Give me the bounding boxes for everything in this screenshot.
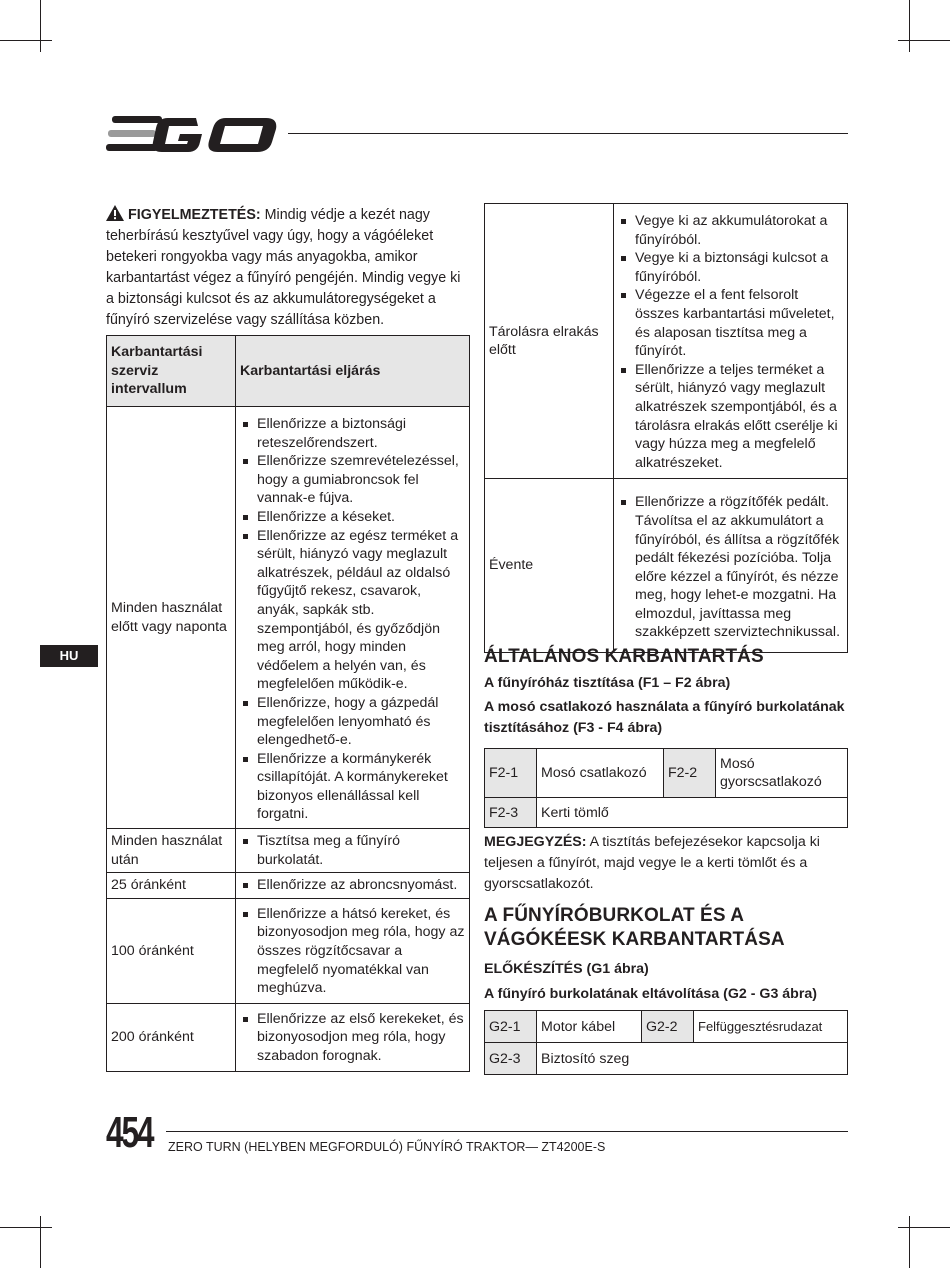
procedure-cell [236,1003,470,1071]
footer-title: ZERO TURN (HELYBEN MEGFORDULÓ) FŰNYÍRÓ TRAKTOR— ZT4200E-S [168,1140,606,1154]
warning-text: Mindig védje a kezét nagy teherbírású kesztyűvel vagy úgy, hogy a vágóéleket betekeri rongyokba vagy más anyagokba, amikor karbantartást végez a fűnyíró pengéjén. Mindig vegye ki a biztonsági kulcsot és az akkumulátoregységeket a fűnyíró szervizelése vagy szállítása közben. [106,207,461,328]
crop-mark [909,0,910,52]
section-heading-general: ÁLTALÁNOS KARBANTARTÁS [484,646,764,667]
part-label: Felfüggesztésrudazat [694,1011,848,1043]
list-item: Ellenőrizze a teljes terméket a sérült, hiányzó vagy meglazult alkatrészek szempontjából, és a tárolásra elrakás előtt cserélje ki vagy húzza meg a megfelelő alkatrészeket. [618,361,843,473]
procedure-cell [236,898,470,1003]
interval-cell: 100 óránként [107,898,236,1003]
parts-table-f2 [484,748,848,828]
part-label: Kerti tömlő [537,798,848,828]
subheading-deck-removal: A fűnyíró burkolatának eltávolítása (G2 - G3 ábra) [484,986,817,1002]
parts-table-g2 [484,1010,848,1075]
table-header-row [107,336,470,407]
crop-mark [40,0,41,52]
table-row [107,873,470,899]
part-label: Mosó csatlakozó [537,749,664,798]
table-row [485,1043,848,1075]
table-row [485,798,848,828]
interval-cell: 25 óránként [107,873,236,899]
crop-mark [0,1227,52,1228]
subheading-preparation: ELŐKÉSZÍTÉS (G1 ábra) [484,961,649,977]
footer-rule [166,1131,848,1132]
crop-mark [909,1216,910,1268]
list-item: Ellenőrizze a késeket. [240,508,465,527]
maintenance-table [106,335,470,1072]
subheading-housing-cleaning: A fűnyíróház tisztítása (F1 – F2 ábra) [484,675,731,691]
table-row [485,479,848,653]
list-item: Ellenőrizze a rögzítőfék pedált. Távolítsa el az akkumulátort a fűnyíróból, és állítsa a rögzítőfék pedált fékezési pozícióba. Tolja előre kézzel a fűnyírót, és nézze meg, hogy lehet-e mozgatni. Ha elmozdul, javíttassa meg szakképzett szerviztechnikussal. [618,493,843,642]
list-item: Ellenőrizze a hátsó kereket, és bizonyosodjon meg róla, hogy az összes rögzítőcsavar a megfelelő nyomatékkal van meghúzva. [240,905,465,998]
list-item: Ellenőrizze az abroncsnyomást. [240,876,465,895]
part-label: Motor kábel [537,1011,642,1043]
warning-triangle-icon [106,205,124,221]
crop-mark [40,1216,41,1268]
header-interval: Karbantartási szerviz intervallum [107,336,236,407]
interval-cell: 200 óránként [107,1003,236,1071]
interval-cell: Minden használat előtt vagy naponta [107,407,236,829]
list-item: Ellenőrizze, hogy a gázpedál megfelelően lenyomható és elengedhető-e. [240,694,465,750]
header-rule [288,133,848,134]
ego-logo [106,112,278,156]
part-code: G2-2 [642,1011,694,1043]
procedure-cell [614,479,848,653]
warning-label: FIGYELMEZTETÉS: [128,207,261,223]
list-item: Ellenőrizze szemrevételezéssel, hogy a gumiabroncsok fel vannak-e fújva. [240,452,465,508]
list-item: Ellenőrizze a biztonsági reteszelőrendszert. [240,415,465,452]
note-label: MEGJEGYZÉS: [484,834,587,850]
part-code: G2-3 [485,1043,537,1075]
list-item: Vegye ki az akkumulátorokat a fűnyíróból. [618,212,843,249]
procedure-cell [236,873,470,899]
interval-cell: Minden használat után [107,829,236,873]
table-row [107,407,470,829]
part-code: F2-1 [485,749,537,798]
part-code: F2-3 [485,798,537,828]
table-row [107,1003,470,1071]
language-tab: HU [40,645,98,667]
subheading-washout-port: A mosó csatlakozó használata a fűnyíró burkolatának tisztításához (F3 - F4 ábra) [484,699,845,736]
part-code: G2-1 [485,1011,537,1043]
list-item: Ellenőrizze az egész terméket a sérült, hiányzó vagy meglazult alkatrészek, például az oldalsó fűgyűjtő rekesz, csavarok, anyák, sapkák stb. szempontjából, és győződjön meg arról, hogy minden védőelem a helyén van, és megfelelően működik-e. [240,527,465,694]
procedure-cell [236,829,470,873]
interval-cell: Tárolásra elrakás előtt [485,204,614,479]
maintenance-table-continued [484,203,848,653]
list-item: Vegye ki a biztonsági kulcsot a fűnyíróból. [618,249,843,286]
table-row [485,1011,848,1043]
part-label: Mosó gyorscsatlakozó [716,749,848,798]
part-label: Biztosító szeg [537,1043,848,1075]
list-item: Végezze el a fent felsorolt összes karbantartási műveletet, és alaposan tisztítsa meg a fűnyírót. [618,286,843,360]
table-row [485,204,848,479]
warning-paragraph [106,205,471,331]
list-item: Ellenőrizze a kormánykerék csillapítóját. A kormánykereket bizonyos ellenállással kell forgatni. [240,750,465,824]
table-row [107,898,470,1003]
list-item: Tisztítsa meg a fűnyíró burkolatát. [240,832,465,869]
note-paragraph [484,832,848,895]
crop-mark [0,40,52,41]
procedure-cell [236,407,470,829]
crop-mark [898,40,950,41]
list-item: Ellenőrizze az első kerekeket, és bizonyosodjon meg róla, hogy szabadon forognak. [240,1010,465,1066]
header-procedure: Karbantartási eljárás [236,336,470,407]
table-row [107,829,470,873]
crop-mark [898,1227,950,1228]
part-code: F2-2 [664,749,716,798]
procedure-cell [614,204,848,479]
interval-cell: Évente [485,479,614,653]
section-heading-deck: A FŰNYÍRÓBURKOLAT ÉS A VÁGÓKÉESK KARBANTARTÁSA [484,905,785,950]
note-text: A tisztítás befejezésekor kapcsolja ki teljesen a fűnyírót, majd vegye le a kerti tömlőt és a gyorscsatlakozót. [484,834,820,892]
table-row [485,749,848,798]
page-number: 454 [106,1108,153,1157]
